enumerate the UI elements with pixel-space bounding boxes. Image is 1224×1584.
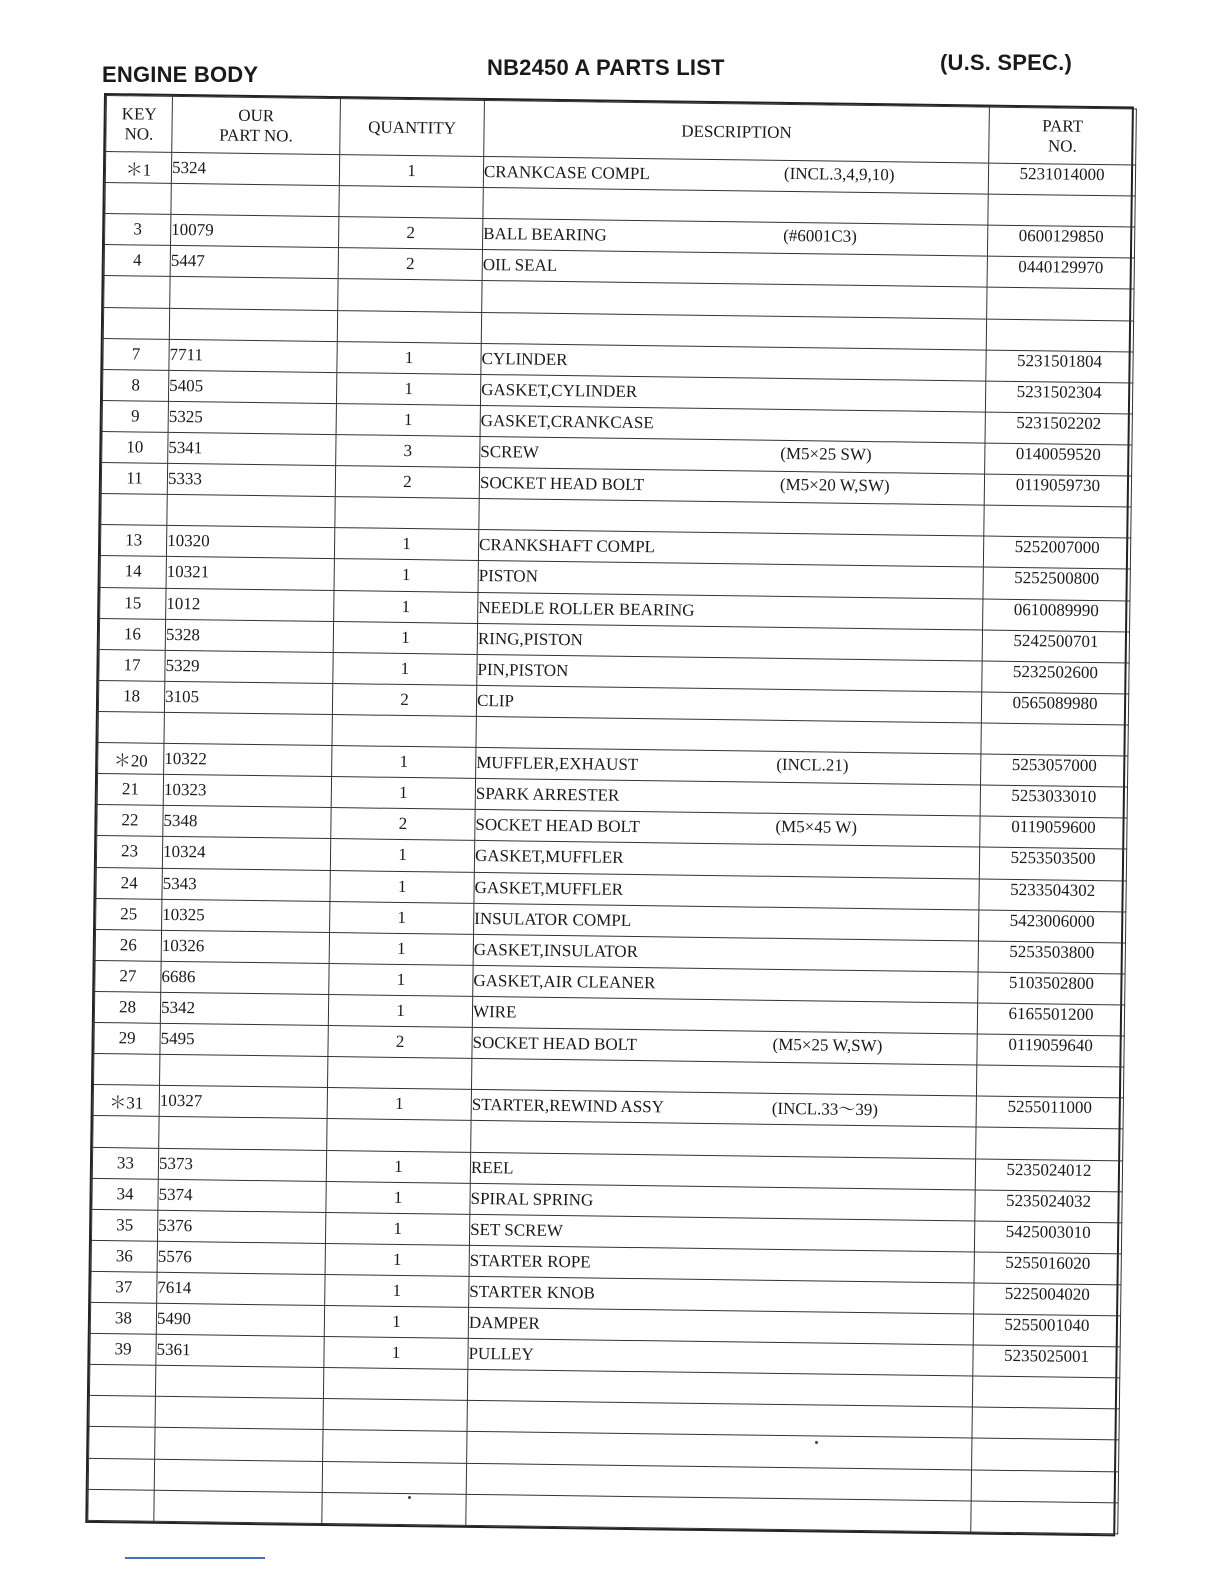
description-text: GASKET,CYLINDER <box>481 379 638 401</box>
key-no-cell <box>89 1396 155 1428</box>
quantity-cell: 1 <box>332 746 476 779</box>
our-part-no-cell: 5343 <box>162 868 330 901</box>
our-part-no-cell: 3105 <box>164 681 332 714</box>
our-part-no-cell: 5405 <box>168 370 336 403</box>
our-part-no-cell: 5490 <box>156 1303 324 1336</box>
part-no-cell: 0119059640 <box>977 1034 1124 1067</box>
part-no-cell: 5425003010 <box>974 1221 1121 1254</box>
description-spec: (M5×20 W,SW) <box>779 475 890 496</box>
quantity-cell: 1 <box>330 870 474 903</box>
our-part-no-cell: 5325 <box>168 401 336 434</box>
quantity-cell <box>337 310 481 343</box>
our-part-no-cell: 6686 <box>161 961 329 994</box>
description-spec: (INCL.3,4,9,10) <box>783 163 895 185</box>
quantity-cell: 2 <box>338 248 482 281</box>
part-no-cell: 5255011000 <box>976 1096 1123 1129</box>
our-part-no-cell <box>169 308 337 341</box>
description-text: STARTER,REWIND ASSY <box>471 1095 665 1117</box>
quantity-cell <box>332 715 476 748</box>
key-no-cell: 18 <box>98 680 164 712</box>
scan-speck <box>815 1441 818 1444</box>
part-no-cell: 5232502600 <box>982 661 1129 694</box>
our-part-no-cell: 7614 <box>157 1272 325 1305</box>
quantity-cell: 2 <box>328 1026 472 1059</box>
quantity-cell: 1 <box>329 963 473 996</box>
quantity-cell: 1 <box>330 901 474 934</box>
key-no-cell <box>98 711 164 743</box>
part-no-cell: 5231502304 <box>985 381 1132 414</box>
key-no-cell: 24 <box>96 867 162 899</box>
col-our-part-no <box>172 96 341 154</box>
description-text: SOCKET HEAD BOLT <box>475 815 640 837</box>
quantity-cell: 1 <box>331 777 475 810</box>
key-no-cell: ＊1 <box>105 152 171 184</box>
part-no-cell: 0610089990 <box>983 599 1130 632</box>
description-text: PIN,PISTON <box>477 659 569 680</box>
part-no-cell: 0140059520 <box>985 443 1132 476</box>
our-part-no-cell <box>154 1459 322 1492</box>
quantity-cell: 2 <box>335 466 479 499</box>
part-no-cell: 5253503800 <box>978 941 1125 974</box>
col-part-line1: PART <box>1042 115 1084 136</box>
description-text: GASKET,MUFFLER <box>474 846 624 868</box>
part-no-cell: 5255001040 <box>973 1314 1120 1347</box>
document-title: NB2450 A PARTS LIST <box>487 55 725 80</box>
key-no-cell: 35 <box>91 1209 157 1241</box>
description-text: GASKET,CRANKCASE <box>480 410 654 433</box>
quantity-cell <box>322 1492 466 1525</box>
quantity-cell <box>323 1430 467 1463</box>
key-no-cell: 38 <box>90 1302 156 1334</box>
quantity-cell: 1 <box>339 155 483 188</box>
key-no-cell: 27 <box>95 960 161 992</box>
parts-list-sheet <box>85 93 1134 1536</box>
col-key-line1: KEY <box>121 103 157 124</box>
our-part-no-cell: 5361 <box>156 1334 324 1367</box>
part-no-cell: 5225004020 <box>974 1283 1121 1316</box>
description-text: SOCKET HEAD BOLT <box>479 473 645 495</box>
key-no-cell: 13 <box>100 525 166 557</box>
quantity-cell <box>338 279 482 312</box>
key-no-cell: 33 <box>92 1147 158 1179</box>
our-part-no-cell: 10321 <box>166 557 334 590</box>
description-text: BALL BEARING <box>483 224 607 245</box>
description-text: SOCKET HEAD BOLT <box>472 1033 638 1055</box>
our-part-no-cell <box>170 277 338 310</box>
description-text: CYLINDER <box>481 348 568 369</box>
key-no-cell: 15 <box>100 587 166 619</box>
quantity-cell: 2 <box>331 808 475 841</box>
quantity-cell <box>327 1119 471 1152</box>
col-quantity-label: QUANTITY <box>368 116 457 138</box>
our-part-no-cell: 10326 <box>161 930 329 963</box>
description-spec: (INCL.21) <box>776 754 849 775</box>
description-text: SPIRAL SPRING <box>470 1188 594 1210</box>
quantity-cell: 1 <box>334 528 478 561</box>
key-no-cell <box>89 1427 155 1459</box>
part-no-cell <box>988 194 1135 227</box>
key-no-cell: 4 <box>104 245 170 277</box>
part-no-cell: 0565089980 <box>981 692 1128 725</box>
our-part-no-cell <box>160 1054 328 1087</box>
part-no-cell: 5233504302 <box>979 879 1126 912</box>
part-no-cell: 5423006000 <box>978 910 1125 943</box>
part-no-cell: 5235025001 <box>973 1345 1120 1378</box>
part-no-cell: 5235024012 <box>975 1159 1122 1192</box>
quantity-cell: 1 <box>329 932 473 965</box>
part-no-cell <box>981 723 1128 756</box>
part-no-cell: 5253033010 <box>980 785 1127 818</box>
part-no-cell: 5103502800 <box>978 972 1125 1005</box>
quantity-cell: 2 <box>332 683 476 716</box>
key-no-cell: 34 <box>92 1178 158 1210</box>
our-part-no-cell: 10322 <box>164 743 332 776</box>
our-part-no-cell <box>155 1428 323 1461</box>
quantity-cell: 1 <box>337 341 481 374</box>
col-quantity <box>340 99 485 157</box>
description-cell <box>466 1494 971 1532</box>
part-no-cell: 5253057000 <box>981 754 1128 787</box>
col-our-line1: OUR <box>238 105 275 125</box>
part-no-cell <box>976 1065 1123 1098</box>
part-no-cell <box>972 1407 1119 1440</box>
part-no-cell: 5231502202 <box>985 412 1132 445</box>
part-no-cell: 6165501200 <box>977 1003 1124 1036</box>
quantity-cell: 1 <box>336 372 480 405</box>
part-no-cell <box>972 1376 1119 1409</box>
description-text: OIL SEAL <box>482 255 558 276</box>
our-part-no-cell: 5373 <box>158 1148 326 1181</box>
description-text: STARTER KNOB <box>469 1281 596 1303</box>
our-part-no-cell: 10320 <box>166 526 334 559</box>
part-no-cell <box>987 288 1134 321</box>
our-part-no-cell: 5348 <box>163 806 331 839</box>
part-no-cell: 0600129850 <box>987 225 1134 258</box>
part-no-cell: 0119059730 <box>984 474 1131 507</box>
quantity-cell: 1 <box>333 621 477 654</box>
key-no-cell <box>101 494 167 526</box>
quantity-cell: 1 <box>325 1212 469 1245</box>
part-no-cell: 0440129970 <box>987 256 1134 289</box>
description-text: MUFFLER,EXHAUST <box>476 753 639 775</box>
spec-label: (U.S. SPEC.) <box>940 50 1072 75</box>
description-spec: (INCL.33～39) <box>771 1099 879 1120</box>
our-part-no-cell: 5576 <box>157 1241 325 1274</box>
description-text: SET SCREW <box>470 1219 564 1240</box>
key-no-cell: 14 <box>100 556 166 588</box>
part-no-cell <box>971 1501 1118 1534</box>
our-part-no-cell: 5376 <box>157 1210 325 1243</box>
part-no-cell: 0119059600 <box>980 816 1127 849</box>
quantity-cell: 1 <box>324 1337 468 1370</box>
col-key-no <box>106 96 173 153</box>
part-no-cell: 5252500800 <box>983 567 1130 600</box>
quantity-cell <box>327 1057 471 1090</box>
quantity-cell <box>335 497 479 530</box>
key-no-cell: 8 <box>102 369 168 401</box>
part-no-cell <box>986 319 1133 352</box>
section-title: ENGINE BODY <box>102 62 259 87</box>
key-no-cell: 36 <box>91 1240 157 1272</box>
part-no-cell: 5252007000 <box>983 536 1130 569</box>
key-no-cell: 37 <box>91 1271 157 1303</box>
quantity-cell: 1 <box>333 652 477 685</box>
our-part-no-cell <box>171 183 339 216</box>
key-no-cell: ＊31 <box>93 1085 159 1117</box>
key-no-cell: 28 <box>94 991 160 1023</box>
our-part-no-cell: 5328 <box>165 619 333 652</box>
description-text: WIRE <box>472 1001 517 1022</box>
part-no-cell <box>984 505 1131 538</box>
col-part-line2: NO. <box>1047 135 1077 156</box>
description-text: CRANKSHAFT COMPL <box>478 535 656 557</box>
quantity-cell: 1 <box>334 590 478 623</box>
our-part-no-cell: 10324 <box>162 837 330 870</box>
key-no-cell <box>103 307 169 339</box>
key-no-cell: 9 <box>102 400 168 432</box>
quantity-cell: 1 <box>328 994 472 1027</box>
quantity-cell: 1 <box>334 559 478 592</box>
description-spec: (M5×25 SW) <box>780 443 872 465</box>
our-part-no-cell: 5374 <box>158 1179 326 1212</box>
quantity-cell: 1 <box>326 1150 470 1183</box>
parts-table <box>87 95 1137 1534</box>
part-no-cell: 5255016020 <box>974 1252 1121 1285</box>
key-no-cell <box>88 1489 154 1521</box>
quantity-cell: 1 <box>327 1088 471 1121</box>
description-text: PISTON <box>478 566 539 587</box>
description-spec: (#6001C3) <box>783 226 857 247</box>
our-part-no-cell <box>159 1117 327 1150</box>
quantity-cell: 3 <box>336 435 480 468</box>
our-part-no-cell: 10079 <box>171 215 339 248</box>
our-part-no-cell: 5447 <box>170 246 338 279</box>
our-part-no-cell: 5333 <box>167 463 335 496</box>
key-no-cell: 7 <box>103 338 169 370</box>
our-part-no-cell <box>155 1397 323 1430</box>
key-no-cell: 25 <box>96 898 162 930</box>
key-no-cell <box>93 1116 159 1148</box>
description-text: GASKET,MUFFLER <box>474 877 624 899</box>
quantity-cell <box>322 1461 466 1494</box>
footer-rule <box>125 1557 265 1559</box>
part-no-cell <box>976 1127 1123 1160</box>
our-part-no-cell: 5329 <box>165 650 333 683</box>
description-text: GASKET,INSULATOR <box>473 939 639 961</box>
quantity-cell <box>323 1368 467 1401</box>
key-no-cell <box>104 276 170 308</box>
key-no-cell <box>88 1458 154 1490</box>
quantity-cell: 1 <box>324 1306 468 1339</box>
part-no-cell: 5235024032 <box>975 1190 1122 1223</box>
our-part-no-cell: 7711 <box>169 339 337 372</box>
quantity-cell: 1 <box>325 1274 469 1307</box>
description-text: CLIP <box>476 690 515 711</box>
quantity-cell: 1 <box>336 403 480 436</box>
description-text: GASKET,AIR CLEANER <box>473 970 656 993</box>
description-spec: (M5×45 W) <box>775 817 858 838</box>
key-no-cell: 22 <box>97 805 163 837</box>
our-part-no-cell: 10325 <box>162 899 330 932</box>
key-no-cell: 10 <box>102 431 168 463</box>
col-description <box>484 100 990 163</box>
col-part-no <box>989 107 1137 165</box>
key-no-cell: 23 <box>96 836 162 868</box>
our-part-no-cell: 5342 <box>160 992 328 1025</box>
part-no-cell: 5253503500 <box>979 847 1126 880</box>
key-no-cell: 21 <box>97 774 163 806</box>
description-text: INSULATOR COMPL <box>474 908 632 930</box>
description-text: RING,PISTON <box>477 628 584 650</box>
key-no-cell <box>89 1365 155 1397</box>
key-no-cell: 29 <box>94 1023 160 1055</box>
our-part-no-cell: 5495 <box>160 1023 328 1056</box>
our-part-no-cell: 10327 <box>159 1086 327 1119</box>
key-no-cell: 11 <box>101 463 167 495</box>
key-no-cell: 17 <box>99 649 165 681</box>
col-our-line2: PART NO. <box>219 125 293 145</box>
part-no-cell <box>971 1470 1118 1503</box>
scan-speck <box>408 1496 411 1499</box>
description-spec: (M5×25 W,SW) <box>772 1034 883 1056</box>
description-text: NEEDLE ROLLER BEARING <box>478 597 695 620</box>
description-text: STARTER ROPE <box>469 1250 591 1272</box>
description-text: SCREW <box>480 441 540 462</box>
col-description-label: DESCRIPTION <box>681 121 792 142</box>
quantity-cell: 2 <box>338 217 482 250</box>
description-text: REEL <box>470 1157 514 1177</box>
key-no-cell: 16 <box>99 618 165 650</box>
description-text: PULLEY <box>468 1344 534 1364</box>
quantity-cell: 1 <box>330 839 474 872</box>
quantity-cell <box>339 186 483 219</box>
quantity-cell: 1 <box>326 1181 470 1214</box>
key-no-cell: 3 <box>105 214 171 246</box>
our-part-no-cell: 1012 <box>166 588 334 621</box>
our-part-no-cell <box>155 1366 323 1399</box>
our-part-no-cell: 10323 <box>163 775 331 808</box>
description-text: DAMPER <box>468 1312 540 1333</box>
quantity-cell: 1 <box>325 1243 469 1276</box>
part-no-cell: 5231501804 <box>986 350 1133 383</box>
our-part-no-cell: 5341 <box>168 432 336 465</box>
quantity-cell <box>323 1399 467 1432</box>
key-no-cell: 26 <box>95 929 161 961</box>
our-part-no-cell <box>164 712 332 745</box>
description-text: SPARK ARRESTER <box>475 784 620 806</box>
our-part-no-cell: 5324 <box>171 152 339 185</box>
key-no-cell: ＊20 <box>98 743 164 775</box>
part-no-cell <box>972 1438 1119 1471</box>
part-no-cell: 5242500701 <box>982 630 1129 663</box>
key-no-cell: 39 <box>90 1334 156 1366</box>
col-key-line2: NO. <box>124 123 154 144</box>
our-part-no-cell <box>167 495 335 528</box>
key-no-cell <box>94 1054 160 1086</box>
our-part-no-cell <box>154 1490 322 1523</box>
key-no-cell <box>105 183 171 215</box>
description-text: CRANKCASE COMPL <box>483 162 650 184</box>
part-no-cell: 5231014000 <box>988 163 1135 196</box>
